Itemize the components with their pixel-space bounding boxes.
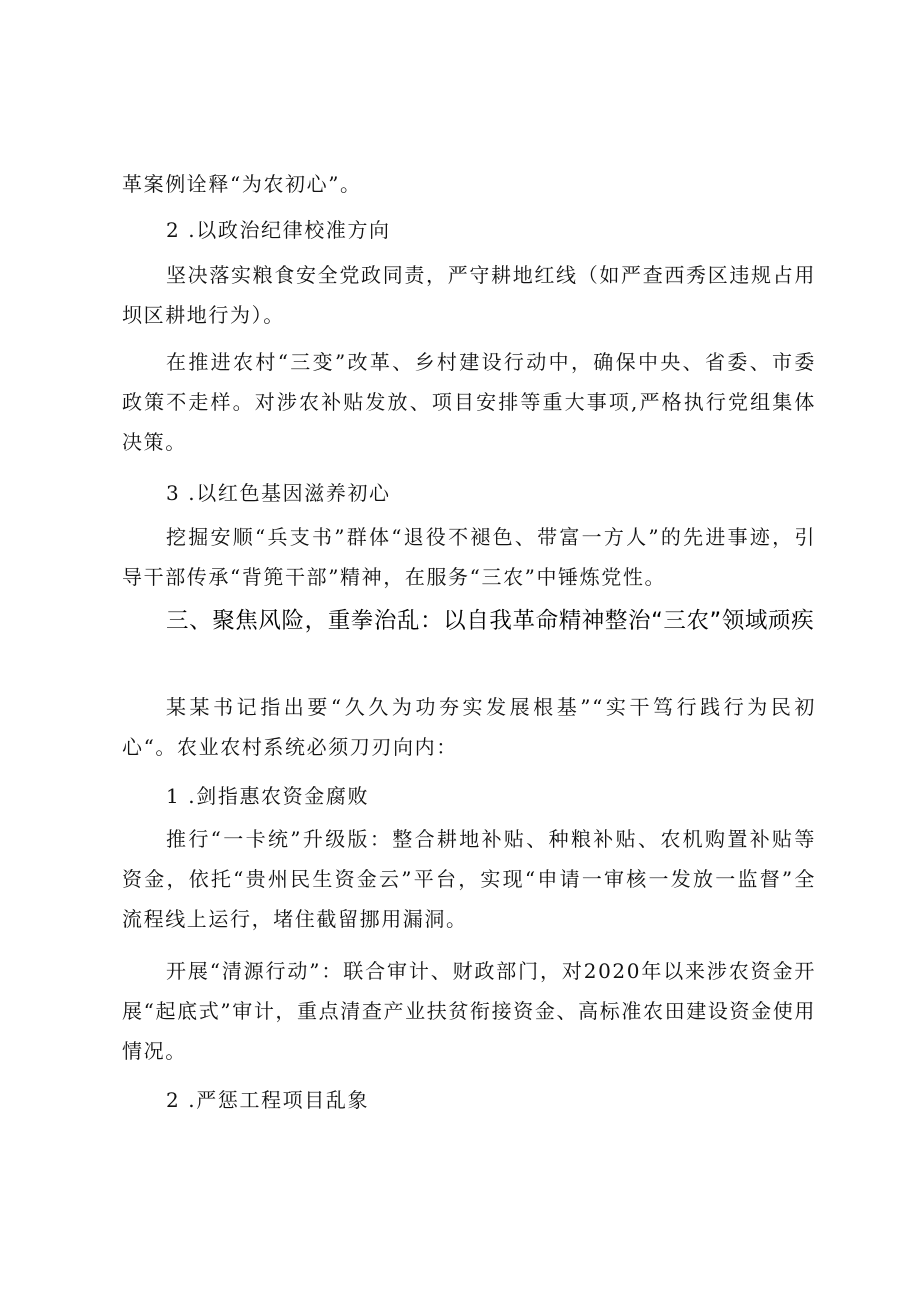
subheading-2-engineering: 2 .严惩工程项目乱象 — [166, 1088, 370, 1112]
paragraph-rural-reform: 在推进农村“三变”改革、乡村建设行动中，确保中央、省委、市委政策不走样。对涉农补贴发放、项目安排等重大事项,严格执行党组集体决策。 — [122, 350, 816, 454]
paragraph-qingyuan-action: 开展“清源行动”：联合审计、财政部门，对2020年以来涉农资金开展“起底式”审计，重点清查产业扶贫衔接资金、高标准农田建设资金使用情况。 — [122, 959, 816, 1063]
section-heading-three: 三、聚焦风险，重拳治乱：以自我革命精神整治“三农”领域顽疾 — [166, 608, 815, 634]
subheading-3-red-gene: 3 .以红色基因滋养初心 — [166, 481, 391, 505]
paragraph-bingzhishu: 挖掘安顺“兵支书”群体“退役不褪色、带富一方人”的先进事迹，引导干部传承“背篼干部”精神，在服务“三农”中锤炼党性。 — [122, 525, 816, 589]
paragraph-food-security: 坚决落实粮食安全党政同责，严守耕地红线（如严查西秀区违规占用坝区耕地行为）。 — [122, 263, 816, 327]
paragraph-one-card: 推行“一卡统”升级版：整合耕地补贴、种粮补贴、农机购置补贴等资金，依托“贵州民生资金云”平台，实现“申请一审核一发放一监督”全流程线上运行，堵住截留挪用漏洞。 — [122, 827, 816, 931]
paragraph-secretary-quote: 某某书记指出要“久久为功夯实发展根基”“实干笃行践行为民初心“。农业农村系统必须刀刃向内： — [122, 695, 816, 759]
paragraph-continuation: 革案例诠释“为农初心”。 — [122, 172, 362, 196]
subheading-1-funds-corruption: 1 .剑指惠农资金腐败 — [166, 784, 370, 808]
subheading-2-political-discipline: 2 .以政治纪律校准方向 — [166, 218, 391, 242]
